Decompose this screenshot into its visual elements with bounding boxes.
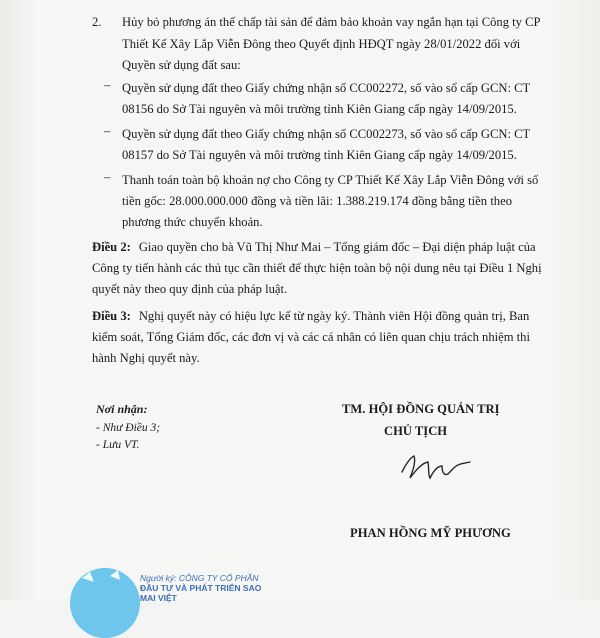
handwritten-signature — [398, 448, 474, 488]
article2-line1 — [92, 237, 536, 257]
bullet3-line3: phương thức chuyển khoản. — [122, 215, 263, 229]
bullet1-line2: 08156 do Sở Tài nguyên và môi trường tỉnh Kiên Giang cấp ngày 14/09/2015. — [122, 102, 517, 116]
company-seal-logo — [70, 568, 140, 638]
bullet3-line1: Thanh toán toàn bộ khoản nợ cho Công ty CP Thiết Kế Xây Lắp Viễn Đông với số — [122, 173, 539, 187]
digital-signer-company-line3: MAI VIỆT — [140, 593, 177, 603]
bullet2-line2: 08157 do Sở Tài nguyên và môi trường tỉnh Kiên Giang cấp ngày 14/09/2015. — [122, 148, 517, 162]
seal-icon — [70, 568, 140, 638]
bullet1-line1: Quyền sử dụng đất theo Giấy chứng nhận số CC002272, số vào sổ cấp GCN: CT — [122, 81, 531, 95]
recipients-heading: Nơi nhận: — [96, 402, 148, 416]
item2-line2: Thiết Kế Xây Lắp Viễn Đông theo Quyết định HĐQT ngày 28/01/2022 đối với — [122, 37, 521, 51]
bullet3-line2: tiền gốc: 28.000.000.000 đồng và tiền lãi: 1.388.219.174 đồng bằng tiền theo — [122, 194, 512, 208]
article3-line3: hành Nghị quyết này. — [92, 351, 200, 365]
article3-line1 — [92, 306, 530, 326]
digital-signer-company-line2: ĐẦU TƯ VÀ PHÁT TRIỂN SAO — [140, 583, 262, 593]
bullet2-line1: Quyền sử dụng đất theo Giấy chứng nhận số CC002273, số vào sổ cấp GCN: CT — [122, 127, 531, 141]
article3-line2: kiểm soát, Tổng Giám đốc, các đơn vị và các cá nhân có liên quan chịu trách nhiệm thi — [92, 330, 530, 344]
signature-org: TM. HỘI ĐỒNG QUẢN TRỊ — [342, 402, 500, 416]
item2-line3: Quyền sử dụng đất sau: — [122, 58, 241, 72]
article2-label: Điều 2: — [92, 240, 131, 254]
item2-line1: Hủy bỏ phương án thế chấp tài sản để đảm bảo khoản vay ngắn hạn tại Công ty CP — [122, 15, 541, 29]
article2-line2: Công ty tiến hành các thủ tục cần thiết để thực hiện toàn bộ nội dung nêu tại Điều 1 Nghị — [92, 261, 542, 275]
article3-label: Điều 3: — [92, 309, 131, 323]
bullet-dash: – — [104, 124, 111, 138]
recipient-item: - Lưu VT. — [96, 439, 140, 451]
bullet-dash: – — [104, 78, 111, 92]
article2-line3: quyết này theo quy định của pháp luật. — [92, 282, 288, 296]
signer-name: PHAN HỒNG MỸ PHƯƠNG — [350, 526, 511, 540]
article2-line1-text: Giao quyền cho bà Vũ Thị Như Mai – Tổng giám đốc – Đại diện pháp luật của — [138, 240, 536, 254]
item-number: 2. — [92, 15, 102, 29]
recipient-item: - Như Điều 3; — [96, 422, 161, 434]
signature-title: CHỦ TỊCH — [384, 424, 448, 438]
digital-signer-label: Người ký: CÔNG TY CỔ PHẦN — [140, 573, 259, 583]
bullet-dash: – — [104, 170, 111, 184]
article3-line1-text: Nghị quyết này có hiệu lực kể từ ngày ký. Thành viên Hội đồng quản trị, Ban — [138, 309, 530, 323]
